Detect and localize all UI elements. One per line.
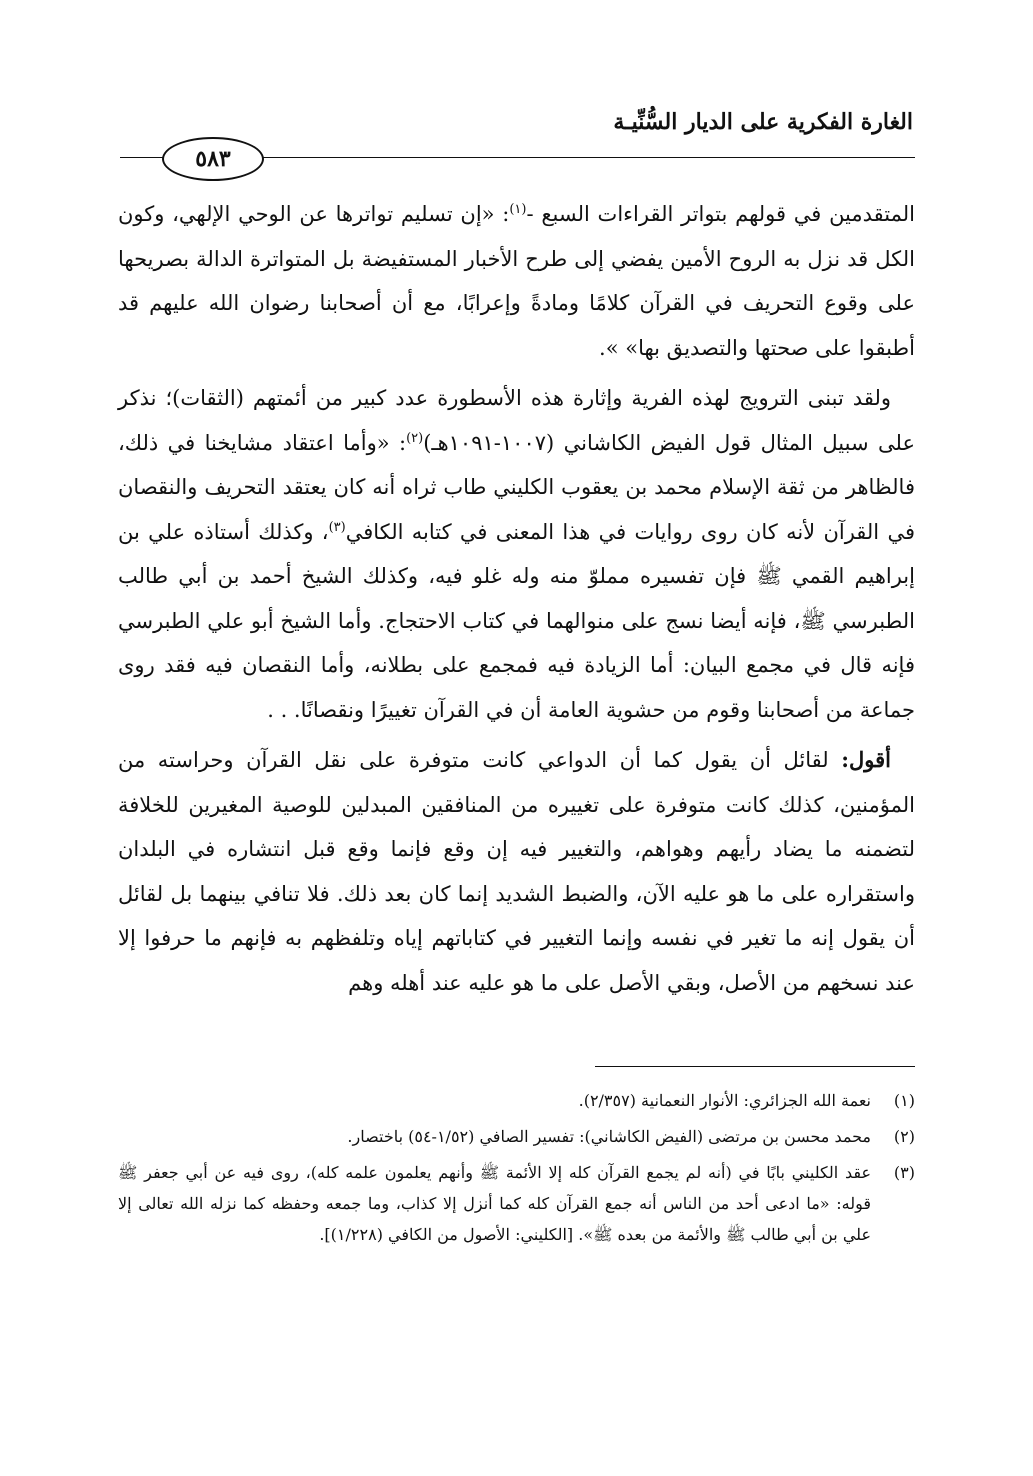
- footnote-ref-2[interactable]: (٢): [406, 430, 424, 446]
- footnote-3: [118, 1157, 915, 1250]
- paragraph-1-start: المتقدمين في قولهم بتواتر القراءات السبع -: [526, 202, 915, 226]
- paragraph-2: [118, 376, 915, 732]
- footnote-separator: [595, 1066, 915, 1067]
- paragraph-1: [118, 192, 915, 370]
- footnote-text: عقد الكليني بابًا في (أنه لم يجمع القرآن كله إلا الأئمة ﷺ وأنهم يعلمون علمه كله)، روى فيه عن أبي جعفر ﷺ قوله: «ما ادعى أحد من الناس أنه جمع القرآن كله كما أنزل إلا كذاب، وما جمعه وحفظه كما نزله الله تعالى إلا علي بن أبي طالب ﷺ والأئمة من بعده ﷺ». [الكليني: الأصول من الكافي (١/٢٢٨)].: [118, 1163, 871, 1244]
- footnote-text: محمد محسن بن مرتضى (الفيض الكاشاني): تفسير الصافي (١/٥٢-٥٤) باختصار.: [347, 1127, 871, 1146]
- footnote-1: [118, 1085, 915, 1116]
- footnote-ref-1[interactable]: (١): [509, 202, 527, 217]
- footnote-2: [118, 1121, 915, 1152]
- paragraph-3: [118, 738, 915, 1005]
- paragraph-3-text: لقائل أن يقول كما أن الدواعي كانت متوفرة على نقل القرآن وحراسته من المؤمنين، كذلك كانت متوفرة على تغييره من المنافقين المبدلين للوصية المغيرين للخلافة لتضمنه ما يضاد رأيهم وهواهم، والتغيير فيه إن وقع فإنما وقع قبل انتشاره في البلدان واستقراره على ما هو عليه الآن، والضبط الشديد إنما كان بعد ذلك. فلا تنافي بينهما بل لقائل أن يقول إنه ما تغير في نفسه وإنما التغيير في كتاباتهم إياه وتلفظهم به فإنهم ما حرفوا إلا عند نسخهم من الأصل، وبقي الأصل على ما هو عليه عند أهله وهم: [118, 748, 915, 995]
- footnote-number: (١): [893, 1091, 915, 1110]
- running-title: الغارة الفكرية على الديار السُّنِّيـة: [613, 109, 913, 135]
- footnote-ref-3[interactable]: (٣): [328, 519, 346, 535]
- paragraph-3-lead: أقول:: [841, 747, 891, 772]
- footnotes: [118, 1085, 915, 1255]
- page-number-badge: [162, 137, 264, 181]
- paragraph-1-rest: : «إن تسليم تواترها عن الوحي الإلهي، وكون الكل قد نزل به الروح الأمين يفضي إلى طرح الأخبار المستفيضة بل المتواترة الدالة بصريحها على وقوع التحريف في القرآن كلامًا ومادةً وإعرابًا، مع أن أصحابنا رضوان الله عليهم قد أطبقوا على صحتها والتصديق بها» ».: [118, 202, 915, 360]
- body-text: [118, 192, 915, 1011]
- footnote-number: (٣): [893, 1163, 915, 1182]
- paragraph-2-part-c: ، وكذلك أستاذه علي بن إبراهيم القمي ﷺ فإن تفسيره مملوّ منه وله غلو فيه، وكذلك الشيخ أحمد بن أبي طالب الطبرسي ﷺ، فإنه أيضا نسج على منوالهما في كتاب الاحتجاج. وأما الشيخ أبو علي الطبرسي فإنه قال في مجمع البيان: أما الزيادة فيه فمجمع على بطلانه، وأما النقصان فيه فقد روى جماعة من أصحابنا وقوم من حشوية العامة أن في القرآن تغييرًا ونقصانًا. . .: [118, 519, 915, 722]
- paragraph-2-part-b: : «وأما اعتقاد مشايخنا في ذلك، فالظاهر من ثقة الإسلام محمد بن يعقوب الكليني طاب ثراه أنه كان يعتقد التحريف والنقصان في القرآن لأنه كان روى روايات في هذا المعنى في كتابه الكافي: [118, 430, 915, 544]
- footnote-number: (٢): [893, 1127, 915, 1146]
- page-number: ٥٨٣: [195, 146, 231, 172]
- paragraph-2-part-a: ولقد تبنى الترويج لهذه الفرية وإثارة هذه الأسطورة عدد كبير من أئمتهم (الثقات)؛ نذكر على سبيل المثال قول الفيض الكاشاني (١٠٠٧-١٠٩١هـ): [118, 386, 915, 455]
- footnote-text: نعمة الله الجزائري: الأنوار النعمانية (٢/٣٥٧).: [578, 1091, 871, 1110]
